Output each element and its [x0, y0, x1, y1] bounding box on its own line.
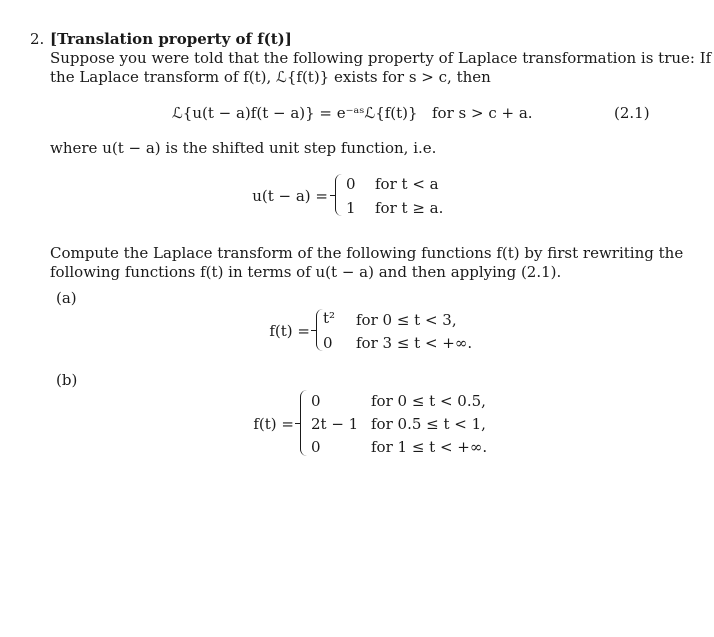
laplace-translation-equation: ℒ{u(t − a)f(t − a)} = e⁻ᵃˢℒ{f(t)} — [172, 104, 418, 122]
case-value: 0 — [311, 392, 321, 410]
part-b-lhs: f(t) = — [253, 415, 294, 433]
case-condition: for 3 ≤ t < +∞. — [356, 334, 473, 352]
left-brace — [316, 309, 323, 351]
compute-line-1: Compute the Laplace transform of the following functions f(t) by first rewriting the — [50, 244, 684, 262]
left-brace — [300, 390, 307, 456]
case-value: 1 — [346, 199, 356, 217]
case-condition: for t ≥ a. — [375, 199, 444, 217]
part-b-label: (b) — [56, 371, 78, 389]
equation-condition: for s > c + a. — [432, 104, 533, 122]
case-condition: for 0 ≤ t < 0.5, — [371, 392, 486, 410]
intro-line-1: Suppose you were told that the following property of Laplace transformation is true: If — [50, 49, 712, 67]
equation-number: (2.1) — [614, 104, 650, 122]
intro-line-2: the Laplace transform of f(t), ℒ{f(t)} exists for s > c, then — [50, 68, 491, 86]
case-condition: for 1 ≤ t < +∞. — [371, 438, 488, 456]
where-text: where u(t − a) is the shifted unit step function, i.e. — [50, 139, 437, 157]
case-value: 2t − 1 — [311, 415, 359, 433]
case-value: 0 — [323, 334, 333, 352]
problem-title: [Translation property of f(t)] — [50, 30, 292, 48]
step-function-lhs: u(t − a) = — [252, 187, 328, 205]
part-a-lhs: f(t) = — [269, 322, 310, 340]
case-condition: for 0 ≤ t < 3, — [356, 311, 457, 329]
case-condition: for t < a — [375, 175, 439, 193]
problem-number: 2. — [30, 30, 45, 48]
compute-line-2: following functions f(t) in terms of u(t − a) and then applying (2.1). — [50, 263, 562, 281]
case-value: 0 — [311, 438, 321, 456]
case-value: t² — [323, 309, 336, 327]
case-condition: for 0.5 ≤ t < 1, — [371, 415, 486, 433]
left-brace — [335, 174, 342, 216]
part-a-label: (a) — [56, 289, 77, 307]
case-value: 0 — [346, 175, 356, 193]
